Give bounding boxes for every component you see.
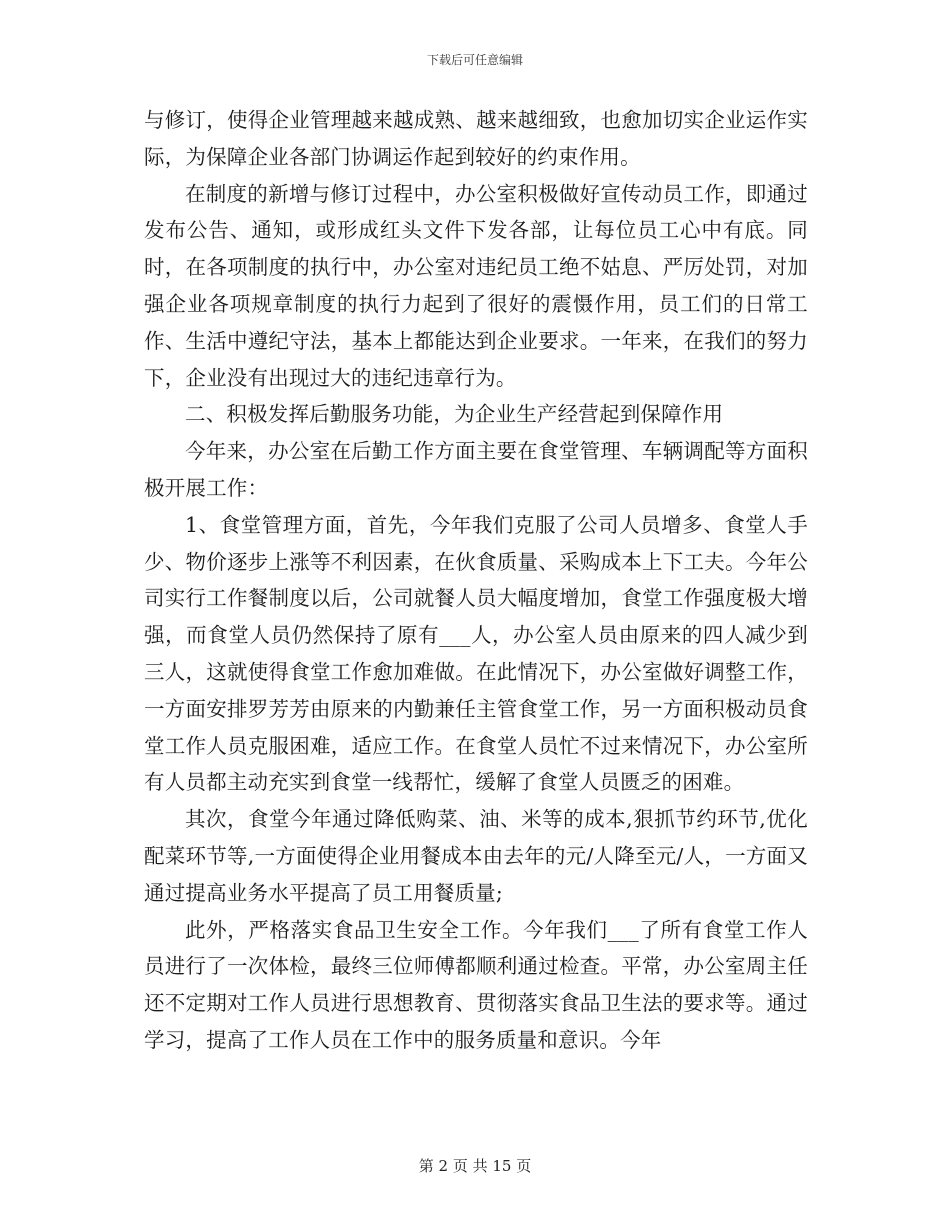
paragraph-6: 此外，严格落实食品卫生安全工作。今年我们___了所有食堂工作人员进行了一次体检，最终三位师傅都顺利通过检查。平常，办公室周主任还不定期对工作人员进行思想教育、贯彻落实食品卫生法的要求等。通过学习，提高了工作人员在工作中的服务质量和意识。今年: [144, 917, 808, 1052]
paragraph-2: 在制度的新增与修订过程中，办公室积极做好宣传动员工作，即通过发布公告、通知，或形成红头文件下发各部，让每位员工心中有底。同时，在各项制度的执行中，办公室对违纪员工绝不姑息、严厉处罚，对加强企业各项规章制度的执行力起到了很好的震慑作用，员工们的日常工作、生活中遵纪守法，基本上都能达到企业要求。一年来，在我们的努力下，企业没有出现过大的违纪违章行为。: [144, 181, 808, 390]
page-number: 第 2 页 共 15 页: [418, 1157, 532, 1175]
document-body: [144, 102, 808, 1059]
section-heading: 二、积极发挥后勤服务功能，为企业生产经营起到保障作用: [185, 402, 724, 427]
paragraph-4: 1、食堂管理方面，首先，今年我们克服了公司人员增多、食堂人手少、物价逐步上涨等不利因素，在伙食质量、采购成本上下工夫。今年公司实行工作餐制度以后，公司就餐人员大幅度增加，食堂工作强度极大增强，而食堂人员仍然保持了原有___人，办公室人员由原来的四人减少到三人，这就使得食堂工作愈加难做。在此情况下，办公室做好调整工作，一方面安排罗芳芳由原来的内勤兼任主管食堂工作，另一方面积极动员食堂工作人员克服困难，适应工作。在食堂人员忙不过来情况下，办公室所有人员都主动充实到食堂一线帮忙，缓解了食堂人员匮乏的困难。: [144, 512, 808, 795]
paragraph-1: 与修订，使得企业管理越来越成熟、越来越细致，也愈加切实企业运作实际，为保障企业各部门协调运作起到较好的约束作用。: [144, 108, 808, 169]
page-header: 下载后可任意编辑: [426, 53, 523, 67]
paragraph-5: 其次，食堂今年通过降低购菜、油、米等的成本,狠抓节约环节,优化配菜环节等,一方面使得企业用餐成本由去年的元/人降至元/人，一方面又通过提高业务水平提高了员工用餐质量;: [144, 807, 808, 905]
paragraph-3: 今年来，办公室在后勤工作方面主要在食堂管理、车辆调配等方面积极开展工作：: [144, 439, 808, 500]
